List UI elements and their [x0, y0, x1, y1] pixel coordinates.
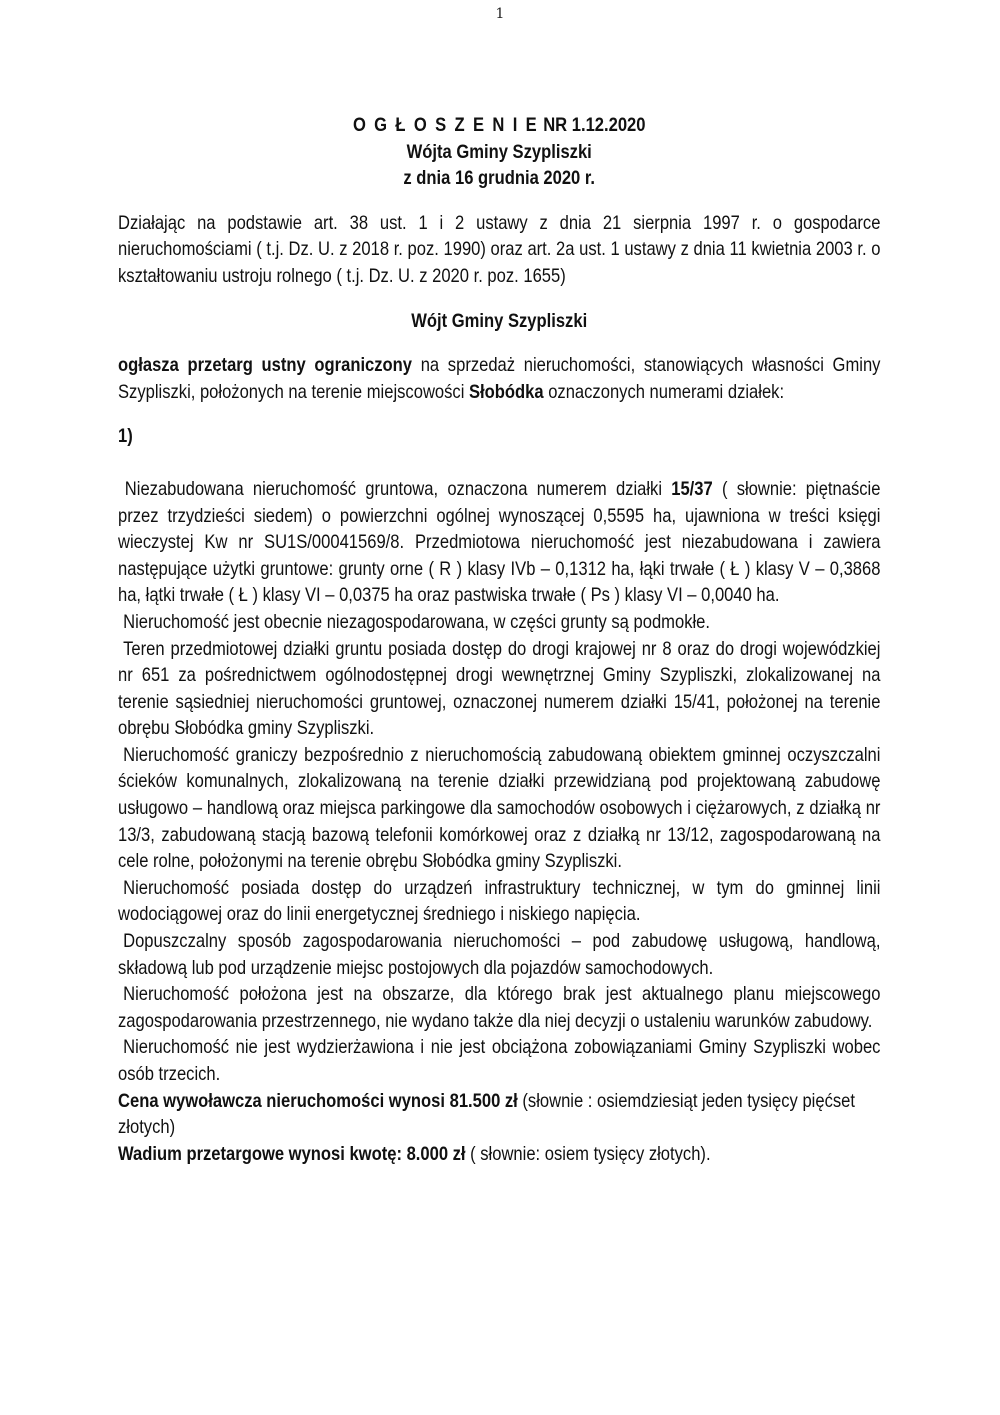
document-body [118, 112, 880, 1167]
authority-heading: Wójt Gminy Szypliszki [411, 309, 588, 332]
announcement-text-end: oznaczonych numerami działek: [543, 380, 785, 403]
announcement-lead: ogłasza przetarg ustny ograniczony [118, 354, 413, 377]
property-description [118, 476, 880, 609]
announcement-title [118, 112, 880, 139]
paragraph-zoning: Nieruchomość położona jest na obszarze, dla którego brak jest aktualnego planu miejscowego zagospodarowania przestrzennego, nie wydano także dla niej decyzji o ustaleniu warunków zabudowy. [118, 983, 881, 1032]
deposit-amount: Wadium przetargowe wynosi kwotę: 8.000 zł [118, 1142, 466, 1165]
date-line: z dnia 16 grudnia 2020 r. [403, 167, 596, 190]
deposit [118, 1141, 880, 1168]
announcement-paragraph [118, 352, 880, 405]
description-text: Niezabudowana nieruchomość gruntowa, oznaczona numerem działki [124, 477, 672, 500]
description-text-end: ( słownie: piętnaście przez trzydzieści siedem) o powierzchni ogólnej wynoszącej 0,5595 ha, ujawniona w treści księgi wieczystej Kw nr SU1S/00041569/8. Przedmiotowa nieruchomość jest niezabudowana i zawiera następujące użytki gruntowe: grunty orne ( R ) klasy IVb – 0,1312 ha, łąki trwałe ( Ł ) klasy V – 0,3868 ha, łątki trwałe ( Ł ) klasy VI – 0,0375 ha oraz pastwiska trwałe ( Ps ) klasy VI – 0,0040 ha. [118, 477, 881, 607]
paragraph-access: Teren przedmiotowej działki gruntu posiada dostęp do drogi krajowej nr 8 oraz do drogi wojewódzkiej nr 651 za pośrednictwem ogólnodostępnej drogi wewnętrznej Gminy Szypliszki, zlokalizowanej na terenie sąsiedniej nieruchomości gruntowej, oznaczonej numerem działki 15/41, położonej na terenie obrębu Słobódka gminy Szypliszki. [118, 637, 881, 740]
legal-basis-paragraph: Działając na podstawie art. 38 ust. 1 i 2 ustawy z dnia 21 sierpnia 1997 r. o gospodarce nieruchomościami ( t.j. Dz. U. z 2018 r. poz. 1990) oraz art. 2a ust. 1 ustawy z dnia 11 kwietnia 2003 r. o kształtowaniu ustroju rolnego ( t.j. Dz. U. z 2020 r. poz. 1655) [118, 211, 881, 287]
locality-name: Słobódka [468, 380, 544, 403]
paragraph-permitted-use: Dopuszczalny sposób zagospodarowania nieruchomości – pod zabudowę usługową, handlową, składową lub pod urządzenie miejsc postojowych dla pojazdów samochodowych. [118, 930, 881, 979]
issuer-line: Wójta Gminy Szypliszki [406, 140, 592, 163]
paragraph-neighbors: Nieruchomość graniczy bezpośrednio z nieruchomością zabudowaną obiektem gminnej oczyszczalni ścieków komunalnych, zlokalizowaną na terenie działki przewidzianą pod projektowaną zabudowę usługowo – handlową oraz miejsca parkingowe dla samochodów osobowych i ciężarowych, z działką nr 13/3, zabudowaną stacją bazową telefonii komórkowej oraz z działką nr 13/12, zagospodarowaną na cele rolne, położonymi na terenie obrębu Słobódka gminy Szypliszki. [118, 743, 881, 873]
paragraph-condition: Nieruchomość jest obecnie niezagospodarowana, w części grunty są podmokłe. [123, 610, 710, 633]
item-number: 1) [118, 425, 133, 448]
item-label [118, 423, 880, 450]
page-number: 1 [495, 6, 505, 22]
paragraph-infrastructure: Nieruchomość posiada dostęp do urządzeń infrastruktury technicznej, w tym do gminnej linii wodociągowej oraz do linii energetycznej średniego i niskiego napięcia. [118, 876, 881, 926]
parcel-number: 15/37 [671, 477, 713, 500]
deposit-words: ( słownie: osiem tysięcy złotych). [465, 1142, 711, 1165]
title-word: O G Ł O S Z E N I E [352, 114, 539, 136]
announcement-text: na sprzedaż nieruchomości, stanowiących własności Gminy Szypliszki, położonych na terenie miejscowości [118, 354, 881, 403]
starting-price-words: (słownie : osiemdziesiąt jeden tysięcy pięćset złotych) [118, 1089, 855, 1139]
starting-price-amount: Cena wywoławcza nieruchomości wynosi 81.500 zł [118, 1089, 518, 1112]
paragraph-encumbrances: Nieruchomość nie jest wydzierżawiona i nie jest obciążona zobowiązaniami Gminy Szypliszki wobec osób trzecich. [118, 1036, 881, 1085]
starting-price [118, 1088, 880, 1141]
title-number: NR 1.12.2020 [543, 114, 646, 136]
